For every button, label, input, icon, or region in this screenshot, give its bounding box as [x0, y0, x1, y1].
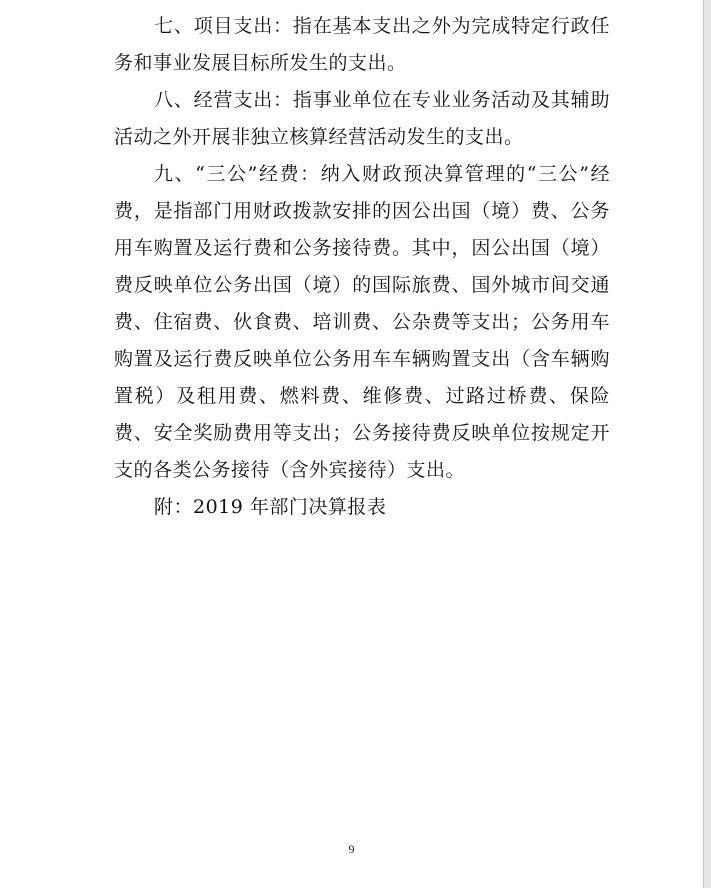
attachment-note: 附：2019 年部门决算报表 [154, 496, 387, 518]
document-body [114, 8, 610, 526]
paragraph-project-expenditure: 七、项目支出：指在基本支出之外为完成特定行政任务和事业发展目标所发生的支出。 [114, 15, 610, 74]
page-number: 9 [348, 842, 355, 856]
page-edge-strip [704, 0, 711, 888]
paragraph-operating-expenditure: 八、经营支出：指事业单位在专业业务活动及其辅助活动之外开展非独立核算经营活动发生的支出。 [114, 89, 610, 148]
paragraph-three-public-funds: 九、“三公”经费：纳入财政预决算管理的“三公”经费，是指部门用财政拨款安排的因公出国（境）费、公务用车购置及运行费和公务接待费。其中，因公出国（境）费反映单位公务出国（境）的国际旅费、国外城市间交通费、住宿费、伙食费、培训费、公杂费等支出；公务用车购置及运行费反映单位公务用车车辆购置支出（含车辆购置税）及租用费、燃料费、维修费、过路过桥费、保险费、安全奖励费用等支出；公务接待费反映单位按规定开支的各类公务接待（含外宾接待）支出。 [114, 163, 610, 481]
